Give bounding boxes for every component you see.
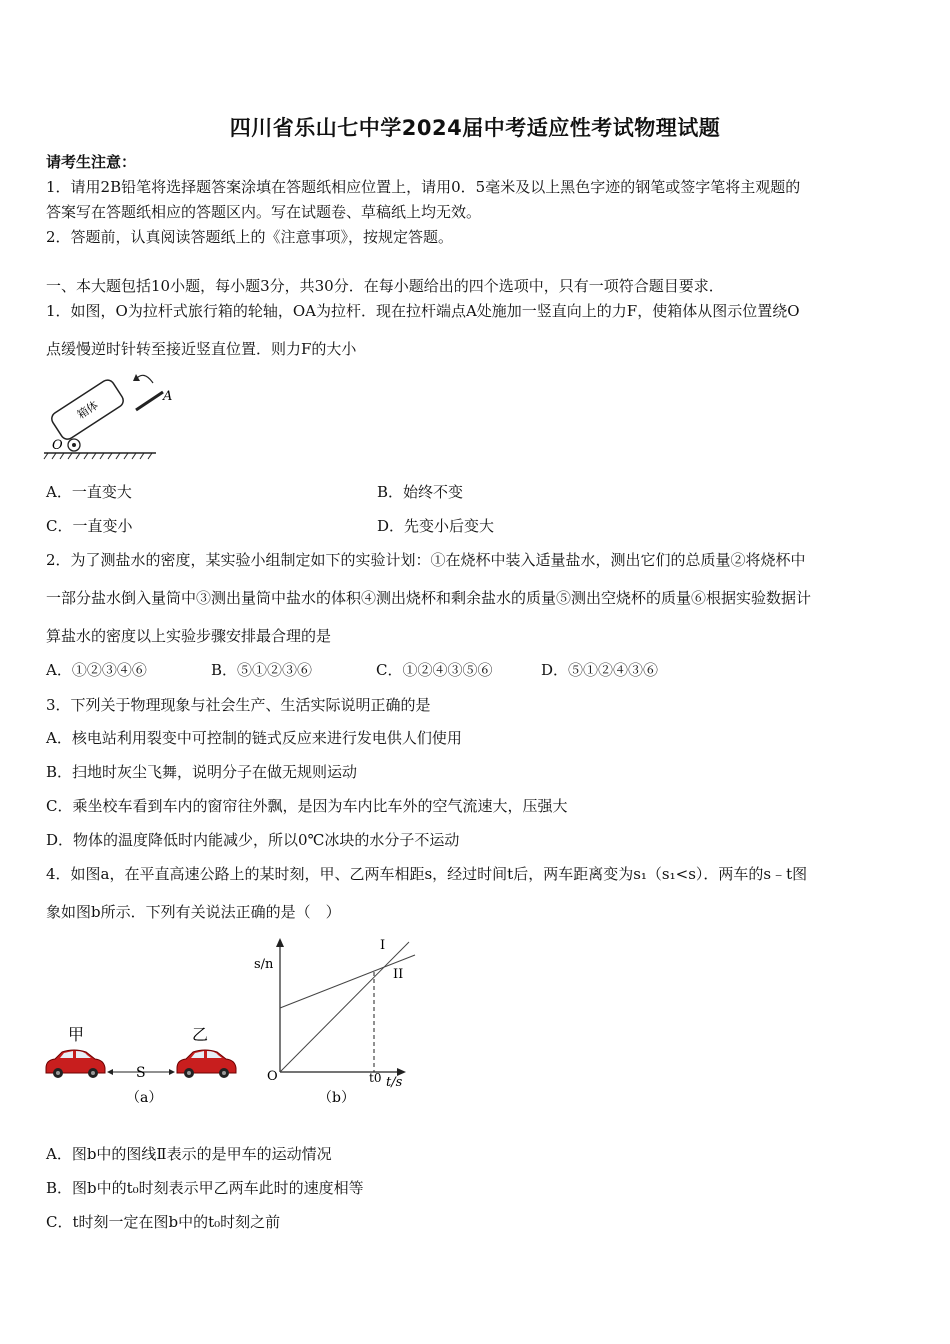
q1-figure [40,362,173,462]
suitcase [49,377,126,441]
q2-option-c: C．①②④③⑤⑥ [376,661,493,679]
line-ii-label: II [393,967,404,982]
q3-option-c: C．乘坐校车看到车内的窗帘往外飘，是因为车内比车外的空气流速大，压强大 [46,797,568,815]
q1-option-d: D．先变小后变大 [377,517,495,535]
line-i-label: I [380,938,386,953]
q4-option-a: A．图b中的图线Ⅱ表示的是甲车的运动情况 [46,1145,332,1163]
q1-stem-line-2: 点缓慢逆时针转至接近竖直位置．则力F的大小 [46,340,357,358]
t-axis-label: t/s [386,1075,403,1090]
line-i [280,942,409,1072]
figure-a-caption: （a） [126,1090,163,1106]
ground-hatch [44,453,152,459]
section-heading: 一、本大题包括10小题，每小题3分，共30分．在每小题给出的四个选项中，只有一项符合题目要求． [46,277,724,295]
page-title: 四川省乐山七中学2024届中考适应性考试物理试题 [229,116,721,140]
q1-option-b: B．始终不变 [377,483,464,501]
label-o: O [52,438,63,453]
q4-option-c: C．t时刻一定在图b中的t₀时刻之前 [46,1213,281,1231]
notice-item-1-line-1: 1．请用2B铅笔将选择题答案涂填在答题纸相应位置上，请用0．5毫米及以上黑色字迹的钢笔或签字笔将主观题的 [46,178,801,196]
origin-label: O [267,1069,278,1084]
q1-option-c: C．一直变小 [46,517,133,535]
q3-option-a: A．核电站利用裂变中可控制的链式反应来进行发电供人们使用 [46,729,462,747]
suitcase-label: 箱体 [74,398,101,422]
q4-option-b: B．图b中的t₀时刻表示甲乙两车此时的速度相等 [46,1179,364,1197]
q1-stem-line-1: 1．如图，O为拉杆式旅行箱的轮轴，OA为拉杆．现在拉杆端点A处施加一竖直向上的力F，使箱体从图示位置绕O [46,302,800,320]
q2-stem-line-3: 算盐水的密度以上实验步骤安排最合理的是 [46,627,332,645]
q2-option-d: D．⑤①②④③⑥ [541,661,659,679]
distance-label: S [136,1065,146,1081]
q2-stem-line-1: 2．为了测盐水的密度，某实验小组制定如下的实验计划：①在烧杯中装入适量盐水，测出它们的总质量②将烧杯中 [46,551,806,569]
figure-b-caption: （b） [318,1090,355,1106]
q4-stem-line-1: 4．如图a，在平直高速公路上的某时刻，甲、乙两车相距s，经过时间t后，两车距离变为s₁（s₁<s）．两车的s﹣t图 [46,865,808,883]
car-jia [46,1050,105,1078]
q3-option-d: D．物体的温度降低时内能减少，所以0℃冰块的水分子不运动 [46,831,460,849]
q2-option-b: B．⑤①②③⑥ [211,661,313,679]
notice-item-2: 2．答题前，认真阅读答题纸上的《注意事项》，按规定答题。 [46,228,454,246]
car-jia-label: 甲 [68,1025,85,1044]
q1-option-a: A．一直变大 [46,483,132,501]
q4-figure-a [40,1020,250,1110]
car-yi [177,1050,236,1078]
q4-figure-b [250,930,420,1110]
car-yi-label: 乙 [192,1025,209,1044]
q2-option-a: A．①②③④⑥ [46,661,147,679]
q2-stem-line-2: 一部分盐水倒入量筒中③测出量筒中盐水的体积④测出烧杯和剩余盐水的质量⑤测出空烧杯的质量⑥根据实验数据计 [46,589,812,607]
q3-stem: 3．下列关于物理现象与社会生产、生活实际说明正确的是 [46,696,431,714]
q4-stem-line-2: 象如图b所示．下列有关说法正确的是（ ） [46,903,341,921]
s-axis-label: s/n [254,957,274,972]
label-a: A [163,389,173,404]
t0-tick-label: t0 [369,1071,382,1085]
pull-rod [136,392,163,410]
q3-option-b: B．扫地时灰尘飞舞，说明分子在做无规则运动 [46,763,358,781]
notice-heading: 请考生注意： [46,153,137,171]
notice-item-1-line-2: 答案写在答题纸相应的答题区内。写在试题卷、草稿纸上均无效。 [46,203,482,221]
